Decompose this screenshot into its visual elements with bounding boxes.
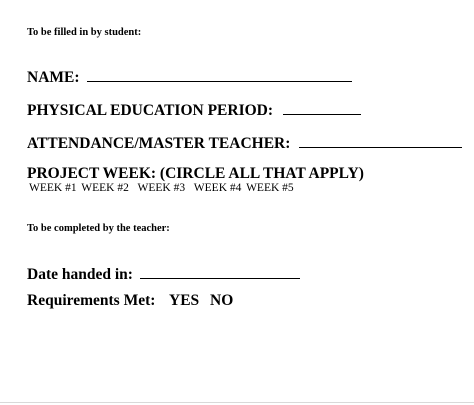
week-option-1[interactable]: WEEK #1 <box>29 182 77 194</box>
pe-period-label: PHYSICAL EDUCATION PERIOD: <box>27 102 274 119</box>
requirements-yes-option[interactable]: YES <box>169 292 200 309</box>
page-bottom-divider <box>0 402 474 403</box>
requirements-no-option[interactable]: NO <box>210 292 234 309</box>
week-option-5[interactable]: WEEK #5 <box>246 182 294 194</box>
date-handed-in-row <box>27 264 300 283</box>
name-field[interactable] <box>87 67 352 82</box>
teacher-section-heading: To be completed by the teacher: <box>27 223 170 234</box>
name-row <box>27 67 352 86</box>
student-section-heading: To be filled in by student: <box>27 27 142 38</box>
week-option-4[interactable]: WEEK #4 <box>193 182 242 194</box>
week-option-2[interactable]: WEEK #2 <box>81 182 129 194</box>
requirements-met-label: Requirements Met: <box>27 292 156 309</box>
name-label: NAME: <box>27 69 80 86</box>
pe-period-field[interactable] <box>283 100 361 115</box>
attendance-label: ATTENDANCE/MASTER TEACHER: <box>27 135 291 152</box>
date-handed-in-label: Date handed in: <box>27 266 133 283</box>
date-handed-in-field[interactable] <box>140 264 300 279</box>
attendance-field[interactable] <box>299 133 462 148</box>
attendance-row <box>27 133 462 152</box>
pe-period-row <box>27 100 361 119</box>
week-option-3[interactable]: WEEK #3 <box>137 182 186 194</box>
week-options <box>29 183 300 195</box>
project-week-label: PROJECT WEEK: (CIRCLE ALL THAT APPLY) <box>27 165 364 182</box>
